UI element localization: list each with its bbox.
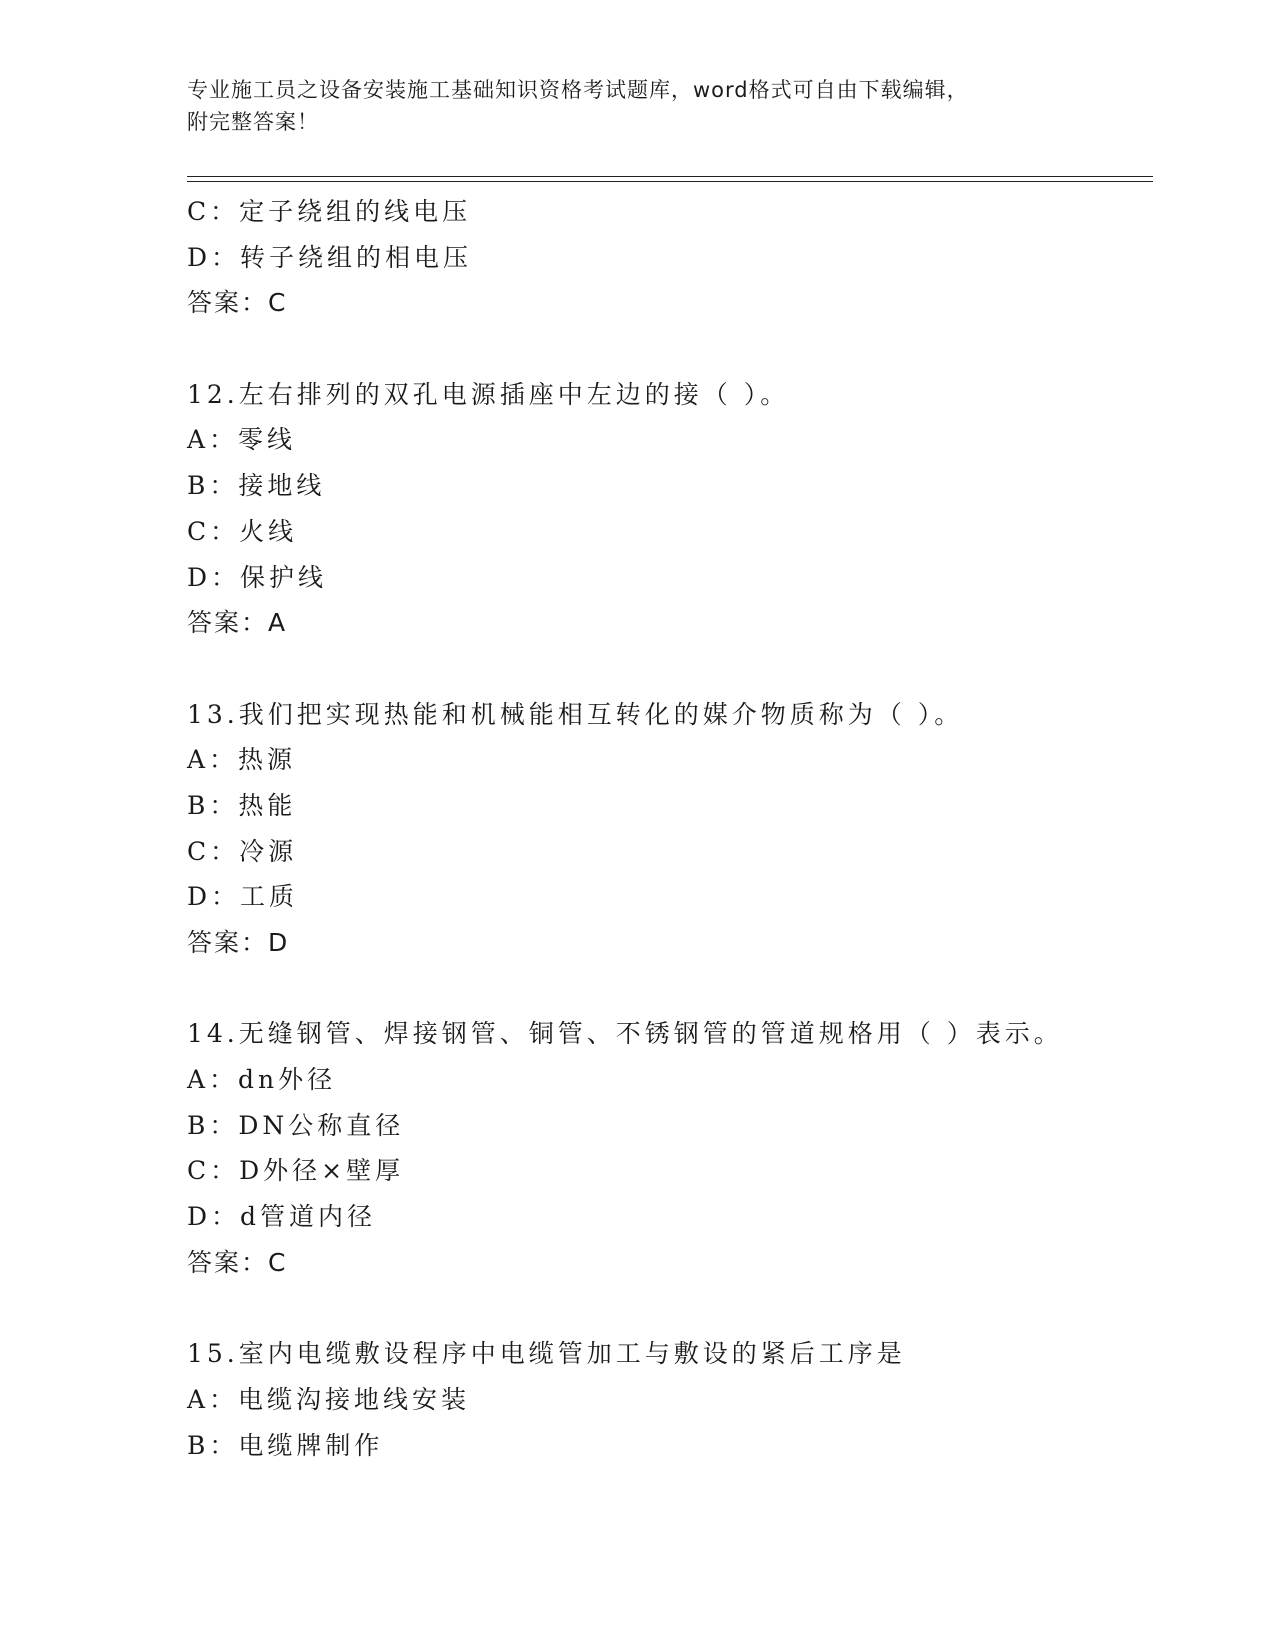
question-12 [187,372,1147,646]
option-c: C：火线 [187,516,298,546]
question-13 [187,692,1147,966]
spacer [187,646,1147,692]
answer: 答案：A [187,608,288,638]
option-a: A：电缆沟接地线安装 [187,1384,471,1414]
answer: 答案：C [187,288,288,318]
spacer [187,1286,1147,1332]
option-b: B：电缆牌制作 [187,1430,384,1460]
option-d: D：转子绕组的相电压 [187,242,473,272]
option-a: A：零线 [187,425,297,455]
option-b: B：接地线 [187,471,326,501]
question-text: 13.我们把实现热能和机械能相互转化的媒介物质称为（ ）。 [187,699,964,729]
option-b: B：DN公称直径 [187,1110,405,1140]
question-list [187,189,1147,1468]
header-line-1: 专业施工员之设备安装施工基础知识资格考试题库，word格式可自由下载编辑， [187,78,969,102]
spacer [187,326,1147,372]
answer: 答案：D [187,928,290,957]
option-c: C：定子绕组的线电压 [187,197,472,226]
question-11-tail [187,189,1147,326]
header-rule-bottom [187,181,1153,182]
option-b: B：热能 [187,790,297,820]
question-15 [187,1331,1147,1468]
option-a: A：dn外径 [187,1065,337,1095]
option-c: C：D外径×壁厚 [187,1156,405,1186]
option-c: C：冷源 [187,836,298,866]
option-d: D：d管道内径 [187,1202,377,1232]
question-text: 15.室内电缆敷设程序中电缆管加工与敷设的紧后工序是 [187,1339,906,1369]
document-header [187,74,1087,138]
option-d: D：保护线 [187,562,328,592]
answer: 答案：C [187,1247,288,1277]
header-line-2: 附完整答案！ [187,110,319,134]
header-rule-top [187,176,1153,177]
question-text: 14.无缝钢管、焊接钢管、铜管、不锈钢管的管道规格用（ ）表示。 [187,1019,1063,1049]
spacer [187,966,1147,1012]
question-text: 12.左右排列的双孔电源插座中左边的接（ ）。 [187,379,790,409]
option-d: D：工质 [187,882,299,912]
option-a: A：热源 [187,745,297,775]
question-14 [187,1011,1147,1285]
